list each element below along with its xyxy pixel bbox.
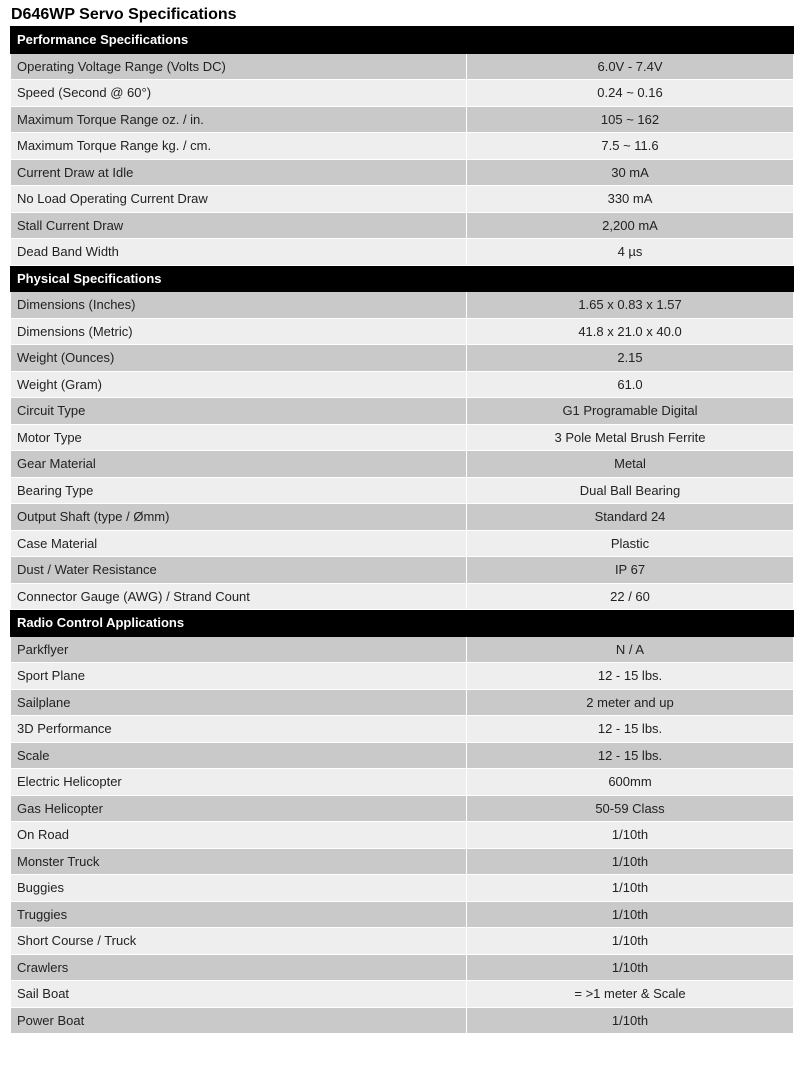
spec-label: Current Draw at Idle <box>11 159 467 186</box>
spec-label: Power Boat <box>11 1007 467 1034</box>
section-heading: Performance Specifications <box>11 27 794 54</box>
spec-value: 12 - 15 lbs. <box>467 663 794 690</box>
table-row <box>11 424 794 451</box>
spec-value: 0.24 ~ 0.16 <box>467 80 794 107</box>
spec-value: 1/10th <box>467 848 794 875</box>
section-heading: Physical Specifications <box>11 265 794 292</box>
table-row <box>11 583 794 610</box>
spec-table-body <box>11 27 794 1034</box>
table-row <box>11 848 794 875</box>
table-row <box>11 398 794 425</box>
spec-value: 1/10th <box>467 822 794 849</box>
table-row <box>11 159 794 186</box>
spec-value: N / A <box>467 636 794 663</box>
spec-value: 41.8 x 21.0 x 40.0 <box>467 318 794 345</box>
table-row <box>11 981 794 1008</box>
spec-value: 2 meter and up <box>467 689 794 716</box>
spec-label: Dimensions (Inches) <box>11 292 467 319</box>
spec-value: Metal <box>467 451 794 478</box>
spec-label: Weight (Ounces) <box>11 345 467 372</box>
spec-value: Standard 24 <box>467 504 794 531</box>
table-row <box>11 106 794 133</box>
spec-value: 3 Pole Metal Brush Ferrite <box>467 424 794 451</box>
spec-label: No Load Operating Current Draw <box>11 186 467 213</box>
table-row <box>11 636 794 663</box>
table-row <box>11 795 794 822</box>
table-row <box>11 769 794 796</box>
spec-label: Speed (Second @ 60°) <box>11 80 467 107</box>
table-row <box>11 133 794 160</box>
spec-label: Dust / Water Resistance <box>11 557 467 584</box>
spec-value: 105 ~ 162 <box>467 106 794 133</box>
spec-value: 12 - 15 lbs. <box>467 716 794 743</box>
section-header <box>11 610 794 637</box>
spec-value: 2.15 <box>467 345 794 372</box>
spec-label: Stall Current Draw <box>11 212 467 239</box>
page-title: D646WP Servo Specifications <box>11 6 237 23</box>
table-row <box>11 742 794 769</box>
spec-value: 12 - 15 lbs. <box>467 742 794 769</box>
table-row <box>11 663 794 690</box>
table-row <box>11 954 794 981</box>
table-row <box>11 822 794 849</box>
spec-value: 1/10th <box>467 928 794 955</box>
spec-value: 330 mA <box>467 186 794 213</box>
spec-label: Electric Helicopter <box>11 769 467 796</box>
spec-value: 4 µs <box>467 239 794 266</box>
spec-value: 50-59 Class <box>467 795 794 822</box>
spec-value: 1/10th <box>467 901 794 928</box>
table-row <box>11 53 794 80</box>
spec-label: Connector Gauge (AWG) / Strand Count <box>11 583 467 610</box>
table-row <box>11 530 794 557</box>
spec-label: Gear Material <box>11 451 467 478</box>
spec-label: Maximum Torque Range oz. / in. <box>11 106 467 133</box>
spec-table <box>10 26 794 1034</box>
spec-label: Case Material <box>11 530 467 557</box>
spec-value: 1/10th <box>467 1007 794 1034</box>
spec-label: Dimensions (Metric) <box>11 318 467 345</box>
spec-label: Output Shaft (type / Ømm) <box>11 504 467 531</box>
spec-label: Motor Type <box>11 424 467 451</box>
spec-value: 600mm <box>467 769 794 796</box>
section-heading: Radio Control Applications <box>11 610 794 637</box>
spec-value: G1 Programable Digital <box>467 398 794 425</box>
table-row <box>11 689 794 716</box>
spec-label: Weight (Gram) <box>11 371 467 398</box>
spec-value: 30 mA <box>467 159 794 186</box>
spec-label: Operating Voltage Range (Volts DC) <box>11 53 467 80</box>
table-row <box>11 875 794 902</box>
table-row <box>11 451 794 478</box>
table-row <box>11 371 794 398</box>
spec-label: Scale <box>11 742 467 769</box>
spec-label: Truggies <box>11 901 467 928</box>
spec-label: Sailplane <box>11 689 467 716</box>
table-row <box>11 239 794 266</box>
spec-value: IP 67 <box>467 557 794 584</box>
spec-label: Monster Truck <box>11 848 467 875</box>
table-row <box>11 186 794 213</box>
spec-value: Dual Ball Bearing <box>467 477 794 504</box>
spec-label: Short Course / Truck <box>11 928 467 955</box>
spec-label: Parkflyer <box>11 636 467 663</box>
table-row <box>11 1007 794 1034</box>
table-row <box>11 477 794 504</box>
spec-label: Sail Boat <box>11 981 467 1008</box>
table-row <box>11 557 794 584</box>
spec-value: 6.0V - 7.4V <box>467 53 794 80</box>
table-row <box>11 928 794 955</box>
spec-value: Plastic <box>467 530 794 557</box>
spec-value: 22 / 60 <box>467 583 794 610</box>
spec-label: 3D Performance <box>11 716 467 743</box>
spec-label: Dead Band Width <box>11 239 467 266</box>
spec-value: = >1 meter & Scale <box>467 981 794 1008</box>
section-header <box>11 27 794 54</box>
table-row <box>11 80 794 107</box>
spec-label: Circuit Type <box>11 398 467 425</box>
table-row <box>11 318 794 345</box>
table-row <box>11 504 794 531</box>
spec-value: 1/10th <box>467 875 794 902</box>
spec-label: Sport Plane <box>11 663 467 690</box>
spec-value: 61.0 <box>467 371 794 398</box>
spec-label: Gas Helicopter <box>11 795 467 822</box>
table-row <box>11 345 794 372</box>
spec-value: 1/10th <box>467 954 794 981</box>
spec-label: Maximum Torque Range kg. / cm. <box>11 133 467 160</box>
table-row <box>11 901 794 928</box>
spec-label: Bearing Type <box>11 477 467 504</box>
spec-value: 1.65 x 0.83 x 1.57 <box>467 292 794 319</box>
spec-value: 7.5 ~ 11.6 <box>467 133 794 160</box>
section-header <box>11 265 794 292</box>
table-row <box>11 292 794 319</box>
table-row <box>11 716 794 743</box>
spec-label: On Road <box>11 822 467 849</box>
table-row <box>11 212 794 239</box>
spec-label: Crawlers <box>11 954 467 981</box>
spec-label: Buggies <box>11 875 467 902</box>
spec-value: 2,200 mA <box>467 212 794 239</box>
